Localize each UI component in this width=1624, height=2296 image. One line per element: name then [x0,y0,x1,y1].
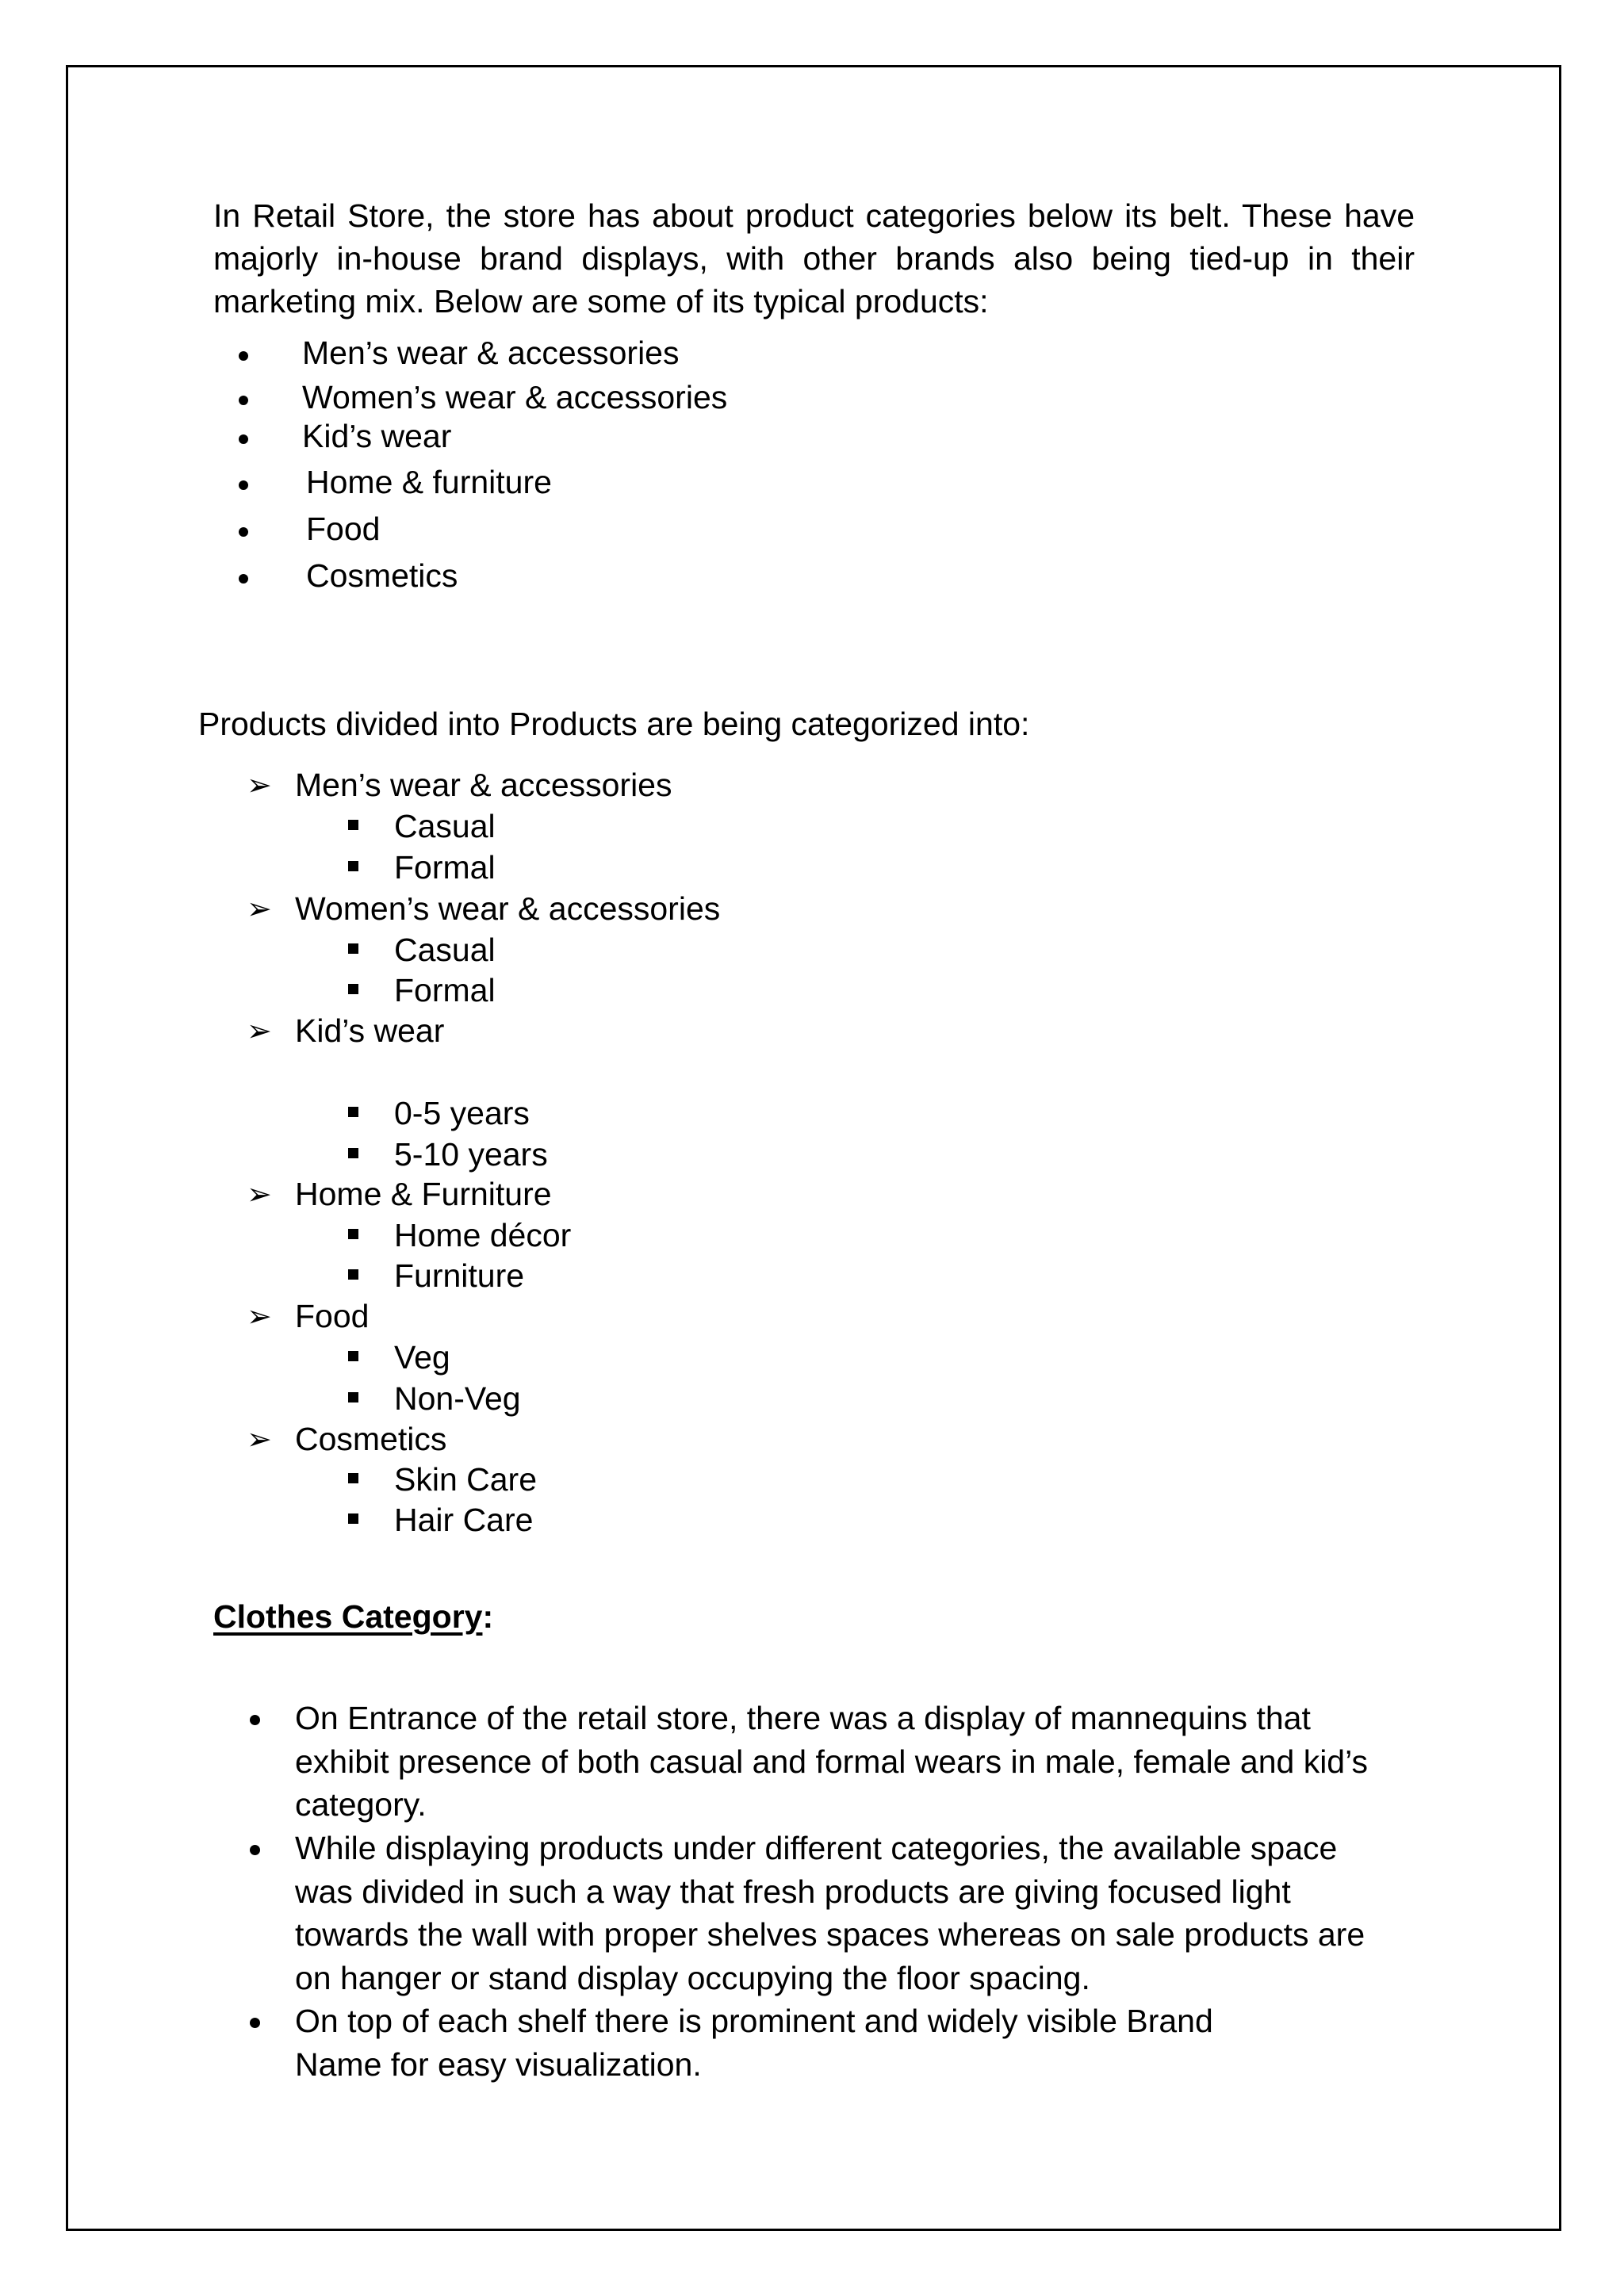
bullet-dot [239,351,248,361]
clothes-point: While displaying products under different categories, the available space was divided in such a way that fresh products are giving focused light towards the wall with proper shelves spaces whereas on sale products are on hanger or stand display occupying the floor spacing. [295,1830,1365,1996]
subcategory-item: 0-5 years [394,1095,530,1131]
subcategory-item: Veg [394,1339,450,1376]
arrow-bullet-icon: ➢ [247,893,272,926]
square-bullet [348,1107,358,1117]
subcategory-item: Furniture [394,1257,525,1294]
arrow-bullet-icon: ➢ [247,1423,272,1456]
bullet-dot [239,434,248,444]
subcategory-item: Formal [394,972,496,1008]
subcategory-item: Hair Care [394,1502,534,1538]
subcategory-item: Casual [394,932,496,968]
intro-paragraph: In Retail Store, the store has about product categories below its belt. These have majorly in-house brand displays, with other brands also being tied-up in their marketing mix. Below are some of its typical products: [213,197,1415,320]
typical-product-item: Kid’s wear [302,418,452,454]
subcategory-item: Casual [394,808,496,844]
bullet-dot [250,1845,260,1855]
bullet-dot [239,480,248,490]
category-name: Food [295,1298,370,1334]
square-bullet [348,1473,358,1483]
categorized-intro: Products divided into Products are being categorized into: [198,706,1030,742]
typical-product-item: Home & furniture [306,464,552,500]
category-name: Home & Furniture [295,1176,552,1212]
section-heading [213,1597,493,1636]
typical-product-item: Men’s wear & accessories [302,335,680,371]
square-bullet [348,943,358,954]
category-name: Women’s wear & accessories [295,890,721,927]
arrow-bullet-icon: ➢ [247,1178,272,1211]
square-bullet [348,820,358,830]
section-heading-colon: : [482,1598,494,1635]
square-bullet [348,1229,358,1239]
square-bullet [348,1269,358,1280]
square-bullet [348,1148,358,1158]
arrow-bullet-icon: ➢ [247,1015,272,1048]
bullet-dot [250,1715,260,1725]
bullet-dot [239,396,248,405]
bullet-dot [250,2018,260,2028]
typical-product-item: Food [306,511,381,547]
category-name: Kid’s wear [295,1012,445,1049]
bullet-dot [239,574,248,584]
subcategory-item: 5-10 years [394,1136,548,1173]
arrow-bullet-icon: ➢ [247,1300,272,1334]
square-bullet [348,861,358,871]
clothes-point: On Entrance of the retail store, there was a display of mannequins that exhibit presence of both casual and formal wears in male, female and kid’s category. [295,1700,1368,1823]
clothes-point: On top of each shelf there is prominent and widely visible Brand Name for easy visualization. [295,2003,1213,2083]
category-name: Cosmetics [295,1421,447,1457]
category-name: Men’s wear & accessories [295,767,672,803]
subcategory-item: Home décor [394,1217,572,1253]
arrow-bullet-icon: ➢ [247,769,272,802]
subcategory-item: Formal [394,849,496,886]
subcategory-item: Non-Veg [394,1380,521,1417]
square-bullet [348,984,358,994]
square-bullet [348,1351,358,1361]
section-heading-text: Clothes Category [213,1598,483,1635]
square-bullet [348,1392,358,1402]
typical-product-item: Cosmetics [306,557,458,594]
bullet-dot [239,527,248,537]
subcategory-item: Skin Care [394,1461,538,1498]
square-bullet [348,1513,358,1524]
typical-product-item: Women’s wear & accessories [302,379,728,415]
